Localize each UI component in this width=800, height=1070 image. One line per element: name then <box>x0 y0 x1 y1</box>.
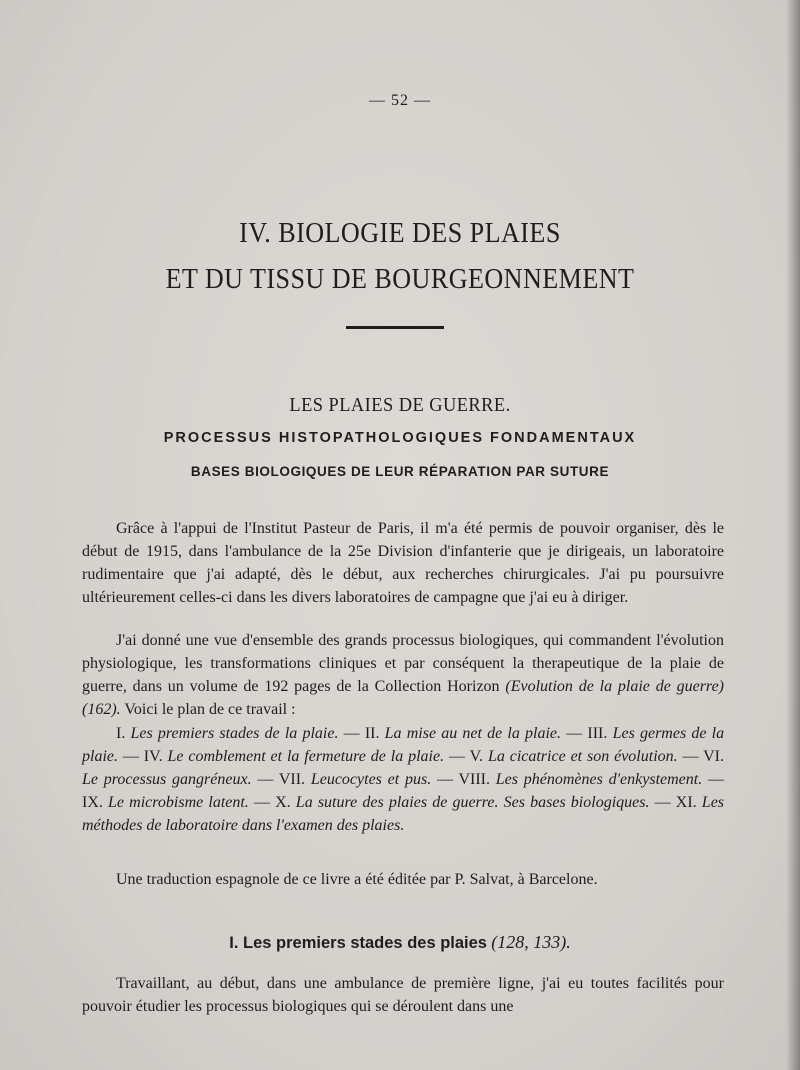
plan-item <box>365 725 561 742</box>
plan-item-number: IV. <box>143 748 168 765</box>
paragraph-1 <box>82 517 724 609</box>
section-heading-title: I. Les premiers stades des plaies <box>229 934 487 952</box>
chapter-title-line-2: ET DU TISSU DE BOURGEONNEMENT <box>165 263 635 295</box>
plan-item <box>116 725 338 742</box>
paragraph-1-text: Grâce à l'appui de l'Institut Pasteur de Paris, il m'a été permis de pouvoir organiser, dès le début de 1915, dans l'ambulance de la 25e Division d'infanterie que je dirigeais, un laboratoire rudimentaire que j'ai adapté, dès le début, aux recherches chirurgicales. J'ai pu poursuivre ultérieurement celles-ci dans les divers laboratoires de campagne que j'ai eu à diriger. <box>82 520 724 606</box>
paragraph-2-reference: (Evolution de la plaie de guerre) (162). <box>82 678 724 718</box>
chapter-title <box>40 210 760 302</box>
plan-item-title: Les phénomènes d'enkystement. <box>495 771 703 788</box>
plan-item-title: Les germes de la plaie. <box>82 725 725 765</box>
plan-item-title: Le comblement et la fermeture de la plaie. <box>167 748 445 765</box>
plan-item-number: III. <box>587 725 613 742</box>
plan-item-number: XI. <box>675 794 702 811</box>
paragraph-4-text: Une traduction espagnole de ce livre a été éditée par P. Salvat, à Barcelone. <box>116 871 598 888</box>
paragraph-4 <box>82 868 724 891</box>
page-number: — 52 — <box>369 92 431 109</box>
plan-item-title: Les premiers stades de la plaie. <box>130 725 339 742</box>
paragraph-2-text <box>82 629 724 721</box>
plan-item-number: VII. <box>278 771 311 788</box>
section-subtitle-1: PROCESSUS HISTOPATHOLOGIQUES FONDAMENTAUX <box>163 430 637 446</box>
plan-item <box>275 794 649 811</box>
paragraph-5 <box>82 972 724 1018</box>
plan-item <box>82 794 249 811</box>
plan-item-number: IX. <box>82 794 109 811</box>
paragraph-2 <box>82 629 724 721</box>
plan-item-number: II. <box>364 725 385 742</box>
plan-item-number: V. <box>469 748 488 765</box>
plan-item <box>458 771 702 788</box>
paragraph-5-text: Travaillant, au début, dans une ambulance de première ligne, j'ai eu toutes facilités pour pouvoir étudier les processus biologiques qui se déroulent dans une <box>82 975 724 1015</box>
plan-item-title: Le processus gangréneux. <box>82 771 252 788</box>
plan-item <box>279 771 431 788</box>
plan-item-title: La cicatrice et son évolution. <box>487 748 678 765</box>
plan-item-number: I. <box>116 725 131 742</box>
section-heading-refs: (128, 133). <box>491 932 571 952</box>
plan-paragraph: I. Les premiers stades de la plaie. — II. La mise au net de la plaie. — III. Les germes de la plaie. — IV. Le comblement et la fermeture de la plaie. — V. La cicatrice et son évolution. — VI. Le processus gangréneux. — VII. Leucocytes et pus. — VIII. Les phénomènes d'enkystement. — IX. Le microbisme latent. — X. La suture des plaies de guerre. Ses bases biologiques. — XI. Les méthodes de laboratoire dans l'examen des plaies. <box>82 725 725 834</box>
title-rule <box>346 326 444 329</box>
plan-item-title: Le microbisme latent. <box>108 794 249 811</box>
plan-item-title: La suture des plaies de guerre. Ses bases biologiques. <box>295 794 650 811</box>
plan-item <box>470 748 678 765</box>
plan-item-number: VI. <box>703 748 725 765</box>
plan-item-title: Leucocytes et pus. <box>310 771 432 788</box>
chapter-title-line-1: IV. BIOLOGIE DES PLAIES <box>239 217 561 249</box>
plan-item-number: VIII. <box>458 771 496 788</box>
section-heading <box>0 932 800 953</box>
paragraph-2-main: J'ai donné une vue d'ensemble des grands processus biologiques, qui commandent l'évolution physiologique, les transformations cliniques et par conséquent la therapeutique de la plaie de guerre, dans un volume de 192 pages de la Collection Horizon <box>82 632 724 695</box>
section-subtitle-2: BASES BIOLOGIQUES DE LEUR RÉPARATION PAR SUTURE <box>190 464 610 479</box>
plan-item-title: Les méthodes de laboratoire dans l'examen des plaies. <box>82 794 725 834</box>
paragraph-2-end: Voici le plan de ce travail : <box>124 701 296 718</box>
plan-item-number: X. <box>275 794 296 811</box>
plan-item <box>144 748 444 765</box>
plan-list <box>82 722 724 837</box>
plan-item-title: La mise au net de la plaie. <box>384 725 562 742</box>
section-title: LES PLAIES DE GUERRE. <box>289 394 511 416</box>
